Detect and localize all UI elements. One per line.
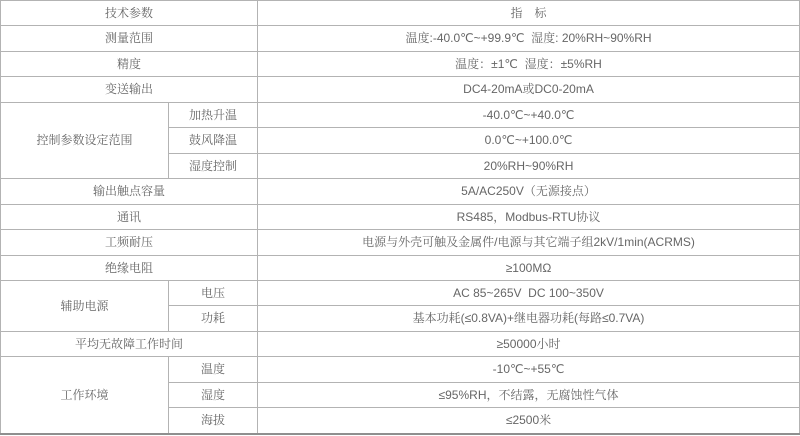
table-row-transmit-output xyxy=(1,77,800,102)
sub-label: 电压 xyxy=(169,280,258,305)
row-label: 测量范围 xyxy=(1,26,258,51)
row-value: 温度：±1℃ 湿度：±5%RH xyxy=(258,51,800,76)
group-label-work-env: 工作环境 xyxy=(1,357,169,434)
group-label-aux-power: 辅助电源 xyxy=(1,280,169,331)
row-value: 20%RH~90%RH xyxy=(258,153,800,178)
row-value: ≥100MΩ xyxy=(258,255,800,280)
row-value: 温度:-40.0℃~+99.9℃ 湿度: 20%RH~90%RH xyxy=(258,26,800,51)
row-label: 精度 xyxy=(1,51,258,76)
sub-label: 湿度控制 xyxy=(169,153,258,178)
table-row-heating xyxy=(1,102,800,127)
header-indicator-cell: 指 标 xyxy=(258,1,800,26)
row-label: 输出触点容量 xyxy=(1,179,258,204)
row-value: 0.0℃~+100.0℃ xyxy=(258,128,800,153)
row-value: ≥50000小时 xyxy=(258,331,800,356)
sub-label: 鼓风降温 xyxy=(169,128,258,153)
row-value: ≤95%RH，不结露，无腐蚀性气体 xyxy=(258,382,800,407)
row-label: 工频耐压 xyxy=(1,230,258,255)
table-row-mtbf xyxy=(1,331,800,356)
row-value: 基本功耗(≤0.8VA)+继电器功耗(每路≤0.7VA) xyxy=(258,306,800,331)
group-label-control-range: 控制参数设定范围 xyxy=(1,102,169,178)
row-value: DC4-20mA或DC0-20mA xyxy=(258,77,800,102)
row-value: -40.0℃~+40.0℃ xyxy=(258,102,800,127)
row-value: -10℃~+55℃ xyxy=(258,357,800,382)
row-value: AC 85~265V DC 100~350V xyxy=(258,280,800,305)
table-row-communication xyxy=(1,204,800,229)
table-row-accuracy xyxy=(1,51,800,76)
sub-label: 海拔 xyxy=(169,408,258,434)
table-row-env-temperature xyxy=(1,357,800,382)
row-value: RS485，Modbus-RTU协议 xyxy=(258,204,800,229)
table-row-aux-voltage xyxy=(1,280,800,305)
row-label: 平均无故障工作时间 xyxy=(1,331,258,356)
sub-label: 湿度 xyxy=(169,382,258,407)
header-param-cell: 技术参数 xyxy=(1,1,258,26)
table-row-insulation-resistance xyxy=(1,255,800,280)
row-label: 通讯 xyxy=(1,204,258,229)
sub-label: 功耗 xyxy=(169,306,258,331)
row-value: 5A/AC250V（无源接点） xyxy=(258,179,800,204)
table-row-measure-range xyxy=(1,26,800,51)
sub-label: 加热升温 xyxy=(169,102,258,127)
table-row-withstand-voltage xyxy=(1,230,800,255)
table-row-header xyxy=(1,1,800,26)
sub-label: 温度 xyxy=(169,357,258,382)
row-value: ≤2500米 xyxy=(258,408,800,434)
row-label: 绝缘电阻 xyxy=(1,255,258,280)
row-value: 电源与外壳可触及金属件/电源与其它端子组2kV/1min(ACRMS) xyxy=(258,230,800,255)
row-label: 变送输出 xyxy=(1,77,258,102)
table-row-contact-capacity xyxy=(1,179,800,204)
